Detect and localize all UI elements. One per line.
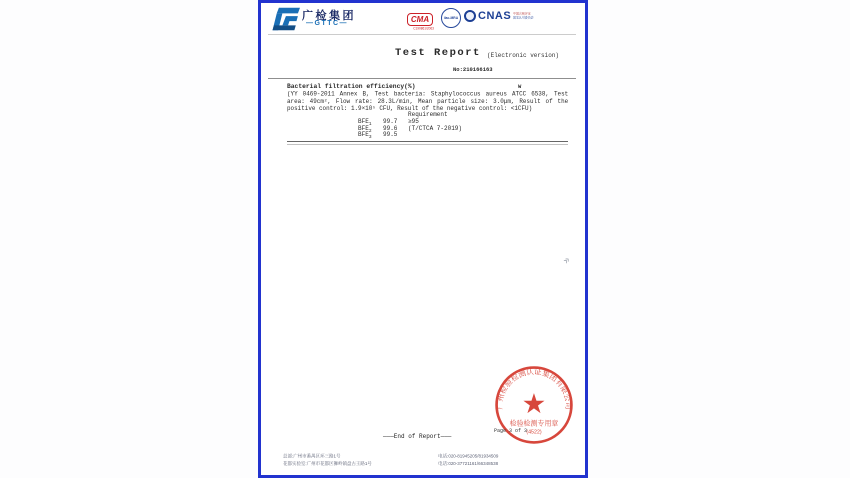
end-of-report-text: ———End of Report——— <box>383 433 452 440</box>
requirement-standard: (T/CTCA 7-2019) <box>408 124 463 132</box>
test-method-text: (YY 0469-2011 Annex B, Test bacteria: Staphylococcus aureus ATCC 6538, Test area: 49cm², Flow rate: 28.3L/min, Mean particle size: 3.0μm, Result of the positive control: 1.9×10⁵ CFU, Result of the negative control: <1CFU) <box>287 91 569 113</box>
cma-mark-icon: CMA <box>407 13 433 26</box>
footer-phone-1: 电话:020-81945205/81934509 <box>438 453 499 459</box>
footer <box>283 453 574 467</box>
result-row <box>358 131 398 141</box>
result-label: $BFE_3$ <box>358 131 372 141</box>
gttc-logo-icon <box>269 6 300 32</box>
footer-address-1: 总部:广州市番禺区环三路1号 <box>283 453 341 459</box>
footer-address-2: 花都实验室:广州市花都区狮岭镇盘古王路1号 <box>283 460 372 466</box>
test-item-mark: W <box>518 83 522 90</box>
result-value: 99.5 <box>383 131 398 138</box>
page-title: Test Report <box>395 47 481 59</box>
stamp-purpose-text: 检验检测专用章 <box>509 420 559 428</box>
report-number: No:210166163 <box>453 66 493 73</box>
results-rule-light <box>287 144 568 145</box>
cnas-mark <box>464 10 562 22</box>
header-divider <box>268 34 576 35</box>
requirement-value: ≥95 <box>408 118 419 125</box>
page-number: Page 3 of 3 <box>494 428 528 434</box>
result-label: $BFE_1$ <box>358 118 372 128</box>
footer-phone-2: 电话:020-37721161/66348538 <box>438 460 499 466</box>
title-divider <box>268 78 576 79</box>
test-item-title: Bacterial filtration efficiency(%) <box>287 83 416 90</box>
cnas-label: CNAS <box>478 10 512 22</box>
cnas-side-text: 中国合格评定 国家认可委员会 <box>513 12 534 20</box>
results-rule-dark <box>287 141 568 142</box>
cma-mark <box>405 9 435 34</box>
result-value: 99.7 <box>383 118 398 125</box>
stamp-code: (4522) <box>526 429 542 436</box>
requirement-header: Requirement <box>408 111 448 118</box>
stamp-star-icon: ★ <box>521 388 547 420</box>
ilac-mra-seal-icon <box>441 8 461 28</box>
footer-phones <box>438 453 498 467</box>
title-version-note: (Electronic version) <box>487 52 560 59</box>
stamp-arc-text: 广州检验检测认证集团有限公司 <box>495 367 573 410</box>
result-label: $BFE_2$ <box>358 124 372 134</box>
company-name: 广检集团 <box>302 10 356 22</box>
cma-number: C190861/2063 <box>413 27 434 31</box>
report-page <box>258 0 588 478</box>
chevron-expand-icon[interactable]: » <box>560 254 573 267</box>
company-abbr: —GTTC— <box>306 20 349 27</box>
ilac-mra-label: ilac-MRA <box>443 16 459 20</box>
result-value: 99.6 <box>383 124 398 132</box>
cnas-emblem-icon <box>464 10 476 22</box>
